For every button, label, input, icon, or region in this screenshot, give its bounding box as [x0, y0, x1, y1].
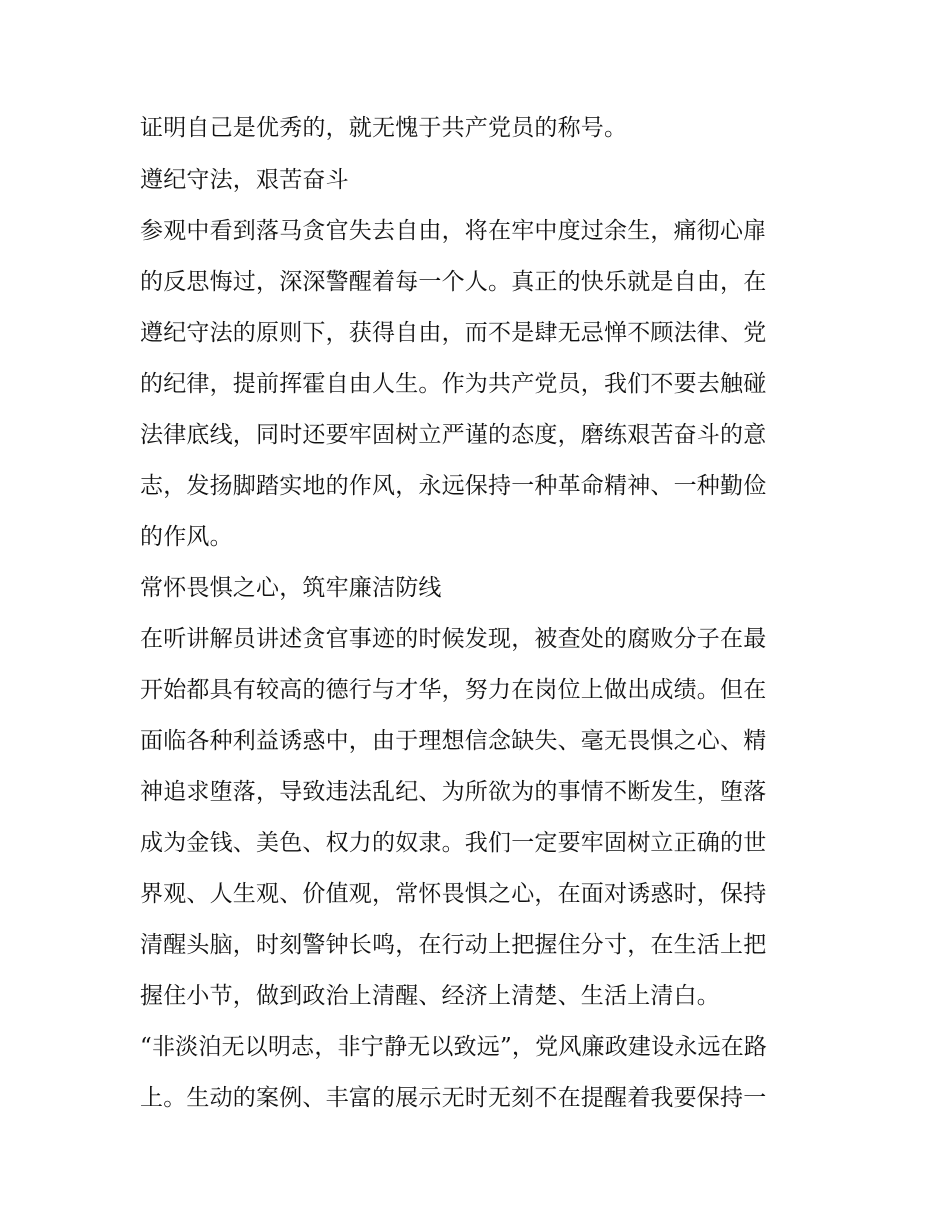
text-line: 界观、人生观、价值观，常怀畏惧之心，在面对诱惑时，保持: [140, 881, 767, 907]
text-line: 证明自己是优秀的，就无愧于共产党员的称号。: [140, 115, 628, 141]
text-line: 开始都具有较高的德行与才华，努力在岗位上做出成绩。但在: [140, 677, 767, 703]
text-line: 志，发扬脚踏实地的作风，永远保持一种革命精神、一种勤俭: [140, 473, 767, 499]
text-line: 成为金钱、美色、权力的奴隶。我们一定要牢固树立正确的世: [140, 830, 767, 856]
text-line: 握住小节，做到政治上清醒、经济上清楚、生活上清白。: [140, 983, 720, 1009]
text-line: 参观中看到落马贪官失去自由，将在牢中度过余生，痛彻心扉: [140, 218, 767, 244]
text-line: 的纪律，提前挥霍自由人生。作为共产党员，我们不要去触碰: [140, 371, 767, 397]
text-line: 面临各种利益诱惑中，由于理想信念缺失、毫无畏惧之心、精: [140, 728, 767, 754]
text-line: 法律底线，同时还要牢固树立严谨的态度，磨练艰苦奋斗的意: [140, 422, 767, 448]
text-line: 神追求堕落，导致违法乱纪、为所欲为的事情不断发生，堕落: [140, 779, 767, 805]
section-heading: 常怀畏惧之心，筑牢廉洁防线: [140, 575, 442, 601]
section-heading: 遵纪守法，艰苦奋斗: [140, 167, 349, 193]
text-line: 遵纪守法的原则下，获得自由，而不是肆无忌惮不顾法律、党: [140, 320, 767, 346]
text-line: 清醒头脑，时刻警钟长鸣，在行动上把握住分寸，在生活上把: [140, 932, 767, 958]
text-line: 的反思悔过，深深警醒着每一个人。真正的快乐就是自由，在: [140, 269, 767, 295]
text-line: 在听讲解员讲述贪官事迹的时候发现，被查处的腐败分子在最: [140, 626, 767, 652]
quote-line: “非淡泊无以明志，非宁静无以致远”，党风廉政建设永远在路: [140, 1034, 768, 1060]
text-line: 的作风。: [140, 524, 233, 550]
text-line: 上。生动的案例、丰富的展示无时无刻不在提醒着我要保持一: [140, 1085, 767, 1111]
